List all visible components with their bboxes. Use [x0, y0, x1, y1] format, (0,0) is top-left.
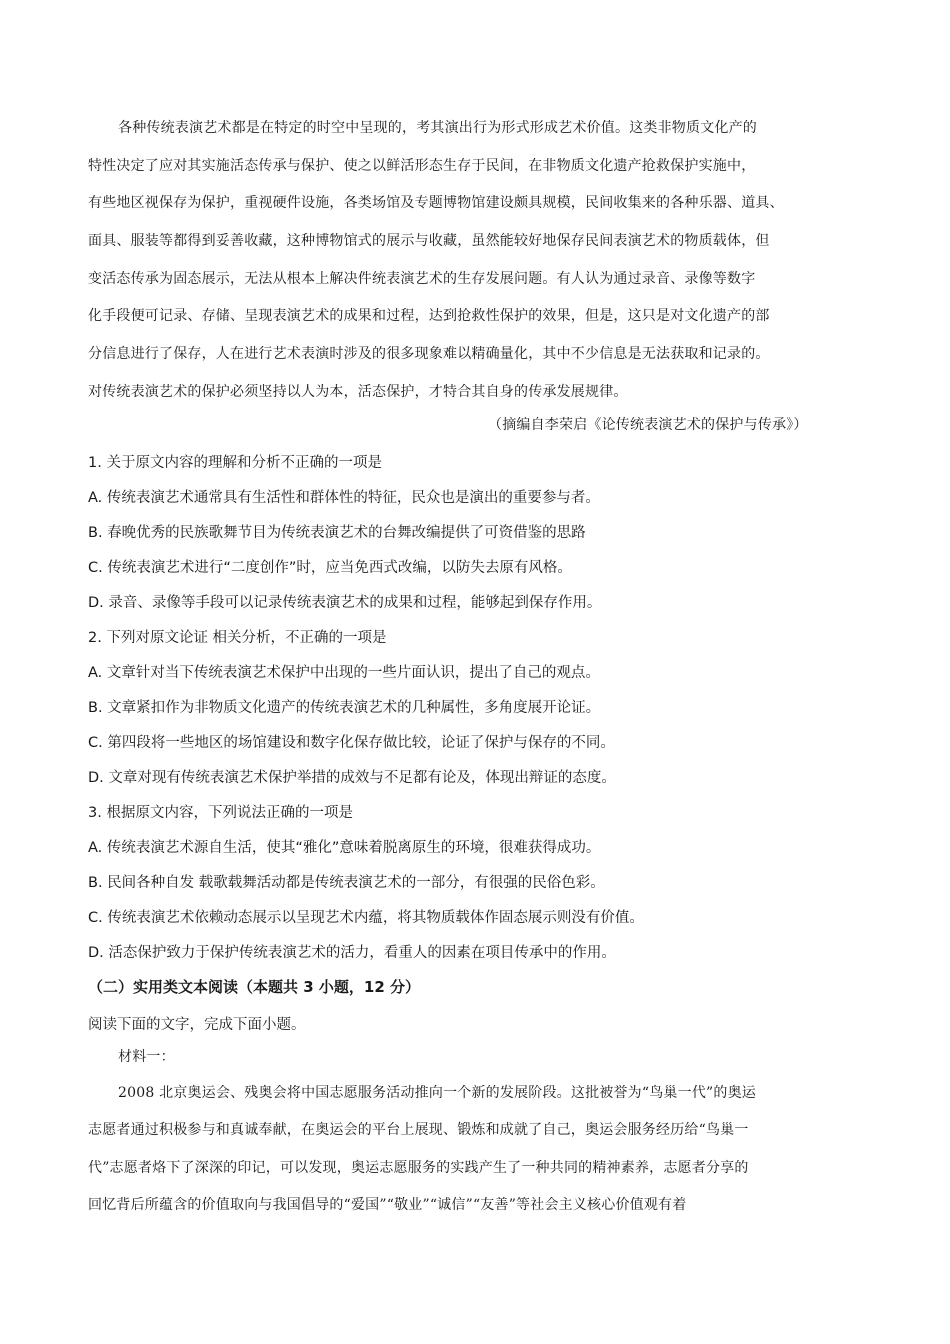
material-label: 材料一：: [118, 1049, 175, 1065]
question-option: B. 春晚优秀的民族歌舞节目为传统表演艺术的台舞改编提供了可资借鉴的思路: [88, 525, 586, 541]
question-stem: 2. 下列对原文论证 相关分析，不正确的一项是: [88, 630, 387, 646]
question-option: A. 传统表演艺术通常具有生活性和群体性的特征，民众也是演出的重要参与者。: [88, 490, 600, 506]
passage-line: 各种传统表演艺术都是在特定的时空中呈现的，考其演出行为形式形成艺术价值。这类非物质文化产的: [118, 120, 757, 136]
passage-line: 化手段便可记录、存储、呈现表演艺术的成果和过程，达到抢救性保护的效果，但是，这只是对文化遗产的部: [88, 308, 770, 324]
material-line: 2008 北京奥运会、残奥会将中国志愿服务活动推向一个新的发展阶段。这批被誉为“鸟巢一代”的奥运: [118, 1085, 756, 1101]
section-heading: （二）实用类文本阅读（本题共 3 小题，12 分）: [88, 978, 420, 996]
question-option: C. 传统表演艺术依赖动态展示以呈现艺术内蕴，将其物质载体作固态展示则没有价值。: [88, 910, 644, 926]
section-instruction: 阅读下面的文字，完成下面小题。: [88, 1017, 306, 1033]
passage-source: （摘编自李荣启《论传统表演艺术的保护与传承》）: [488, 417, 808, 433]
question-option: B. 文章紧扣作为非物质文化遗产的传统表演艺术的几种属性，多角度展开论证。: [88, 700, 601, 716]
passage-line: 面具、服装等都得到妥善收藏，这种博物馆式的展示与收藏，虽然能较好地保存民间表演艺术的物质载体，但: [88, 233, 770, 249]
passage-line: 特性决定了应对其实施活态传承与保护、使之以鲜活形态生存于民间，在非物质文化遗产抢救保护实施中，: [88, 158, 756, 174]
material-line: 志愿者通过积极参与和真诚奉献，在奥运会的平台上展现、锻炼和成就了自己，奥运会服务经历给“鸟巢一: [88, 1122, 749, 1138]
question-option: D. 录音、录像等手段可以记录传统表演艺术的成果和过程，能够起到保存作用。: [88, 595, 602, 611]
passage-line: 对传统表演艺术的保护必须坚持以人为本，活态保护，才特合其自身的传承发展规律。: [88, 384, 628, 400]
question-stem: 1. 关于原文内容的理解和分析不正确的一项是: [88, 455, 382, 471]
question-option: D. 文章对现有传统表演艺术保护举措的成效与不足都有论及，体现出辩证的态度。: [88, 770, 616, 786]
passage-line: 有些地区视保存为保护，重视硬件设施，各类场馆及专题博物馆建设颇具规模，民间收集来的各种乐器、道具、: [88, 195, 784, 211]
material-line: 回忆背后所蕴含的价值取向与我国倡导的“爱国”“敬业”“诚信”“友善”等社会主义核心价值观有着: [88, 1197, 687, 1213]
question-option: A. 文章针对当下传统表演艺术保护中出现的一些片面认识，提出了自己的观点。: [88, 665, 600, 681]
material-line: 代”志愿者烙下了深深的印记，可以发现，奥运志愿服务的实践产生了一种共同的精神素养，志愿者分享的: [88, 1160, 749, 1176]
question-option: C. 第四段将一些地区的场馆建设和数字化保存做比较，论证了保护与保存的不同。: [88, 735, 615, 751]
question-option: C. 传统表演艺术进行“二度创作”时，应当免西式改编，以防失去原有风格。: [88, 560, 572, 576]
passage-line: 变活态传承为固态展示，无法从根本上解决件统表演艺术的生存发展问题。有人认为通过录音、录像等数字: [88, 271, 756, 287]
question-option: A. 传统表演艺术源自生活，使其“雅化”意味着脱离原生的环境，很难获得成功。: [88, 840, 601, 856]
question-option: B. 民间各种自发 载歌载舞活动都是传统表演艺术的一部分，有很强的民俗色彩。: [88, 875, 605, 891]
passage-line: 分信息进行了保存，人在进行艺术表演时涉及的很多现象难以精确量化，其中不少信息是无法获取和记录的。: [88, 346, 770, 362]
question-option: D. 活态保护致力于保护传统表演艺术的活力，看重人的因素在项目传承中的作用。: [88, 945, 616, 961]
question-stem: 3. 根据原文内容，下列说法正确的一项是: [88, 805, 353, 821]
